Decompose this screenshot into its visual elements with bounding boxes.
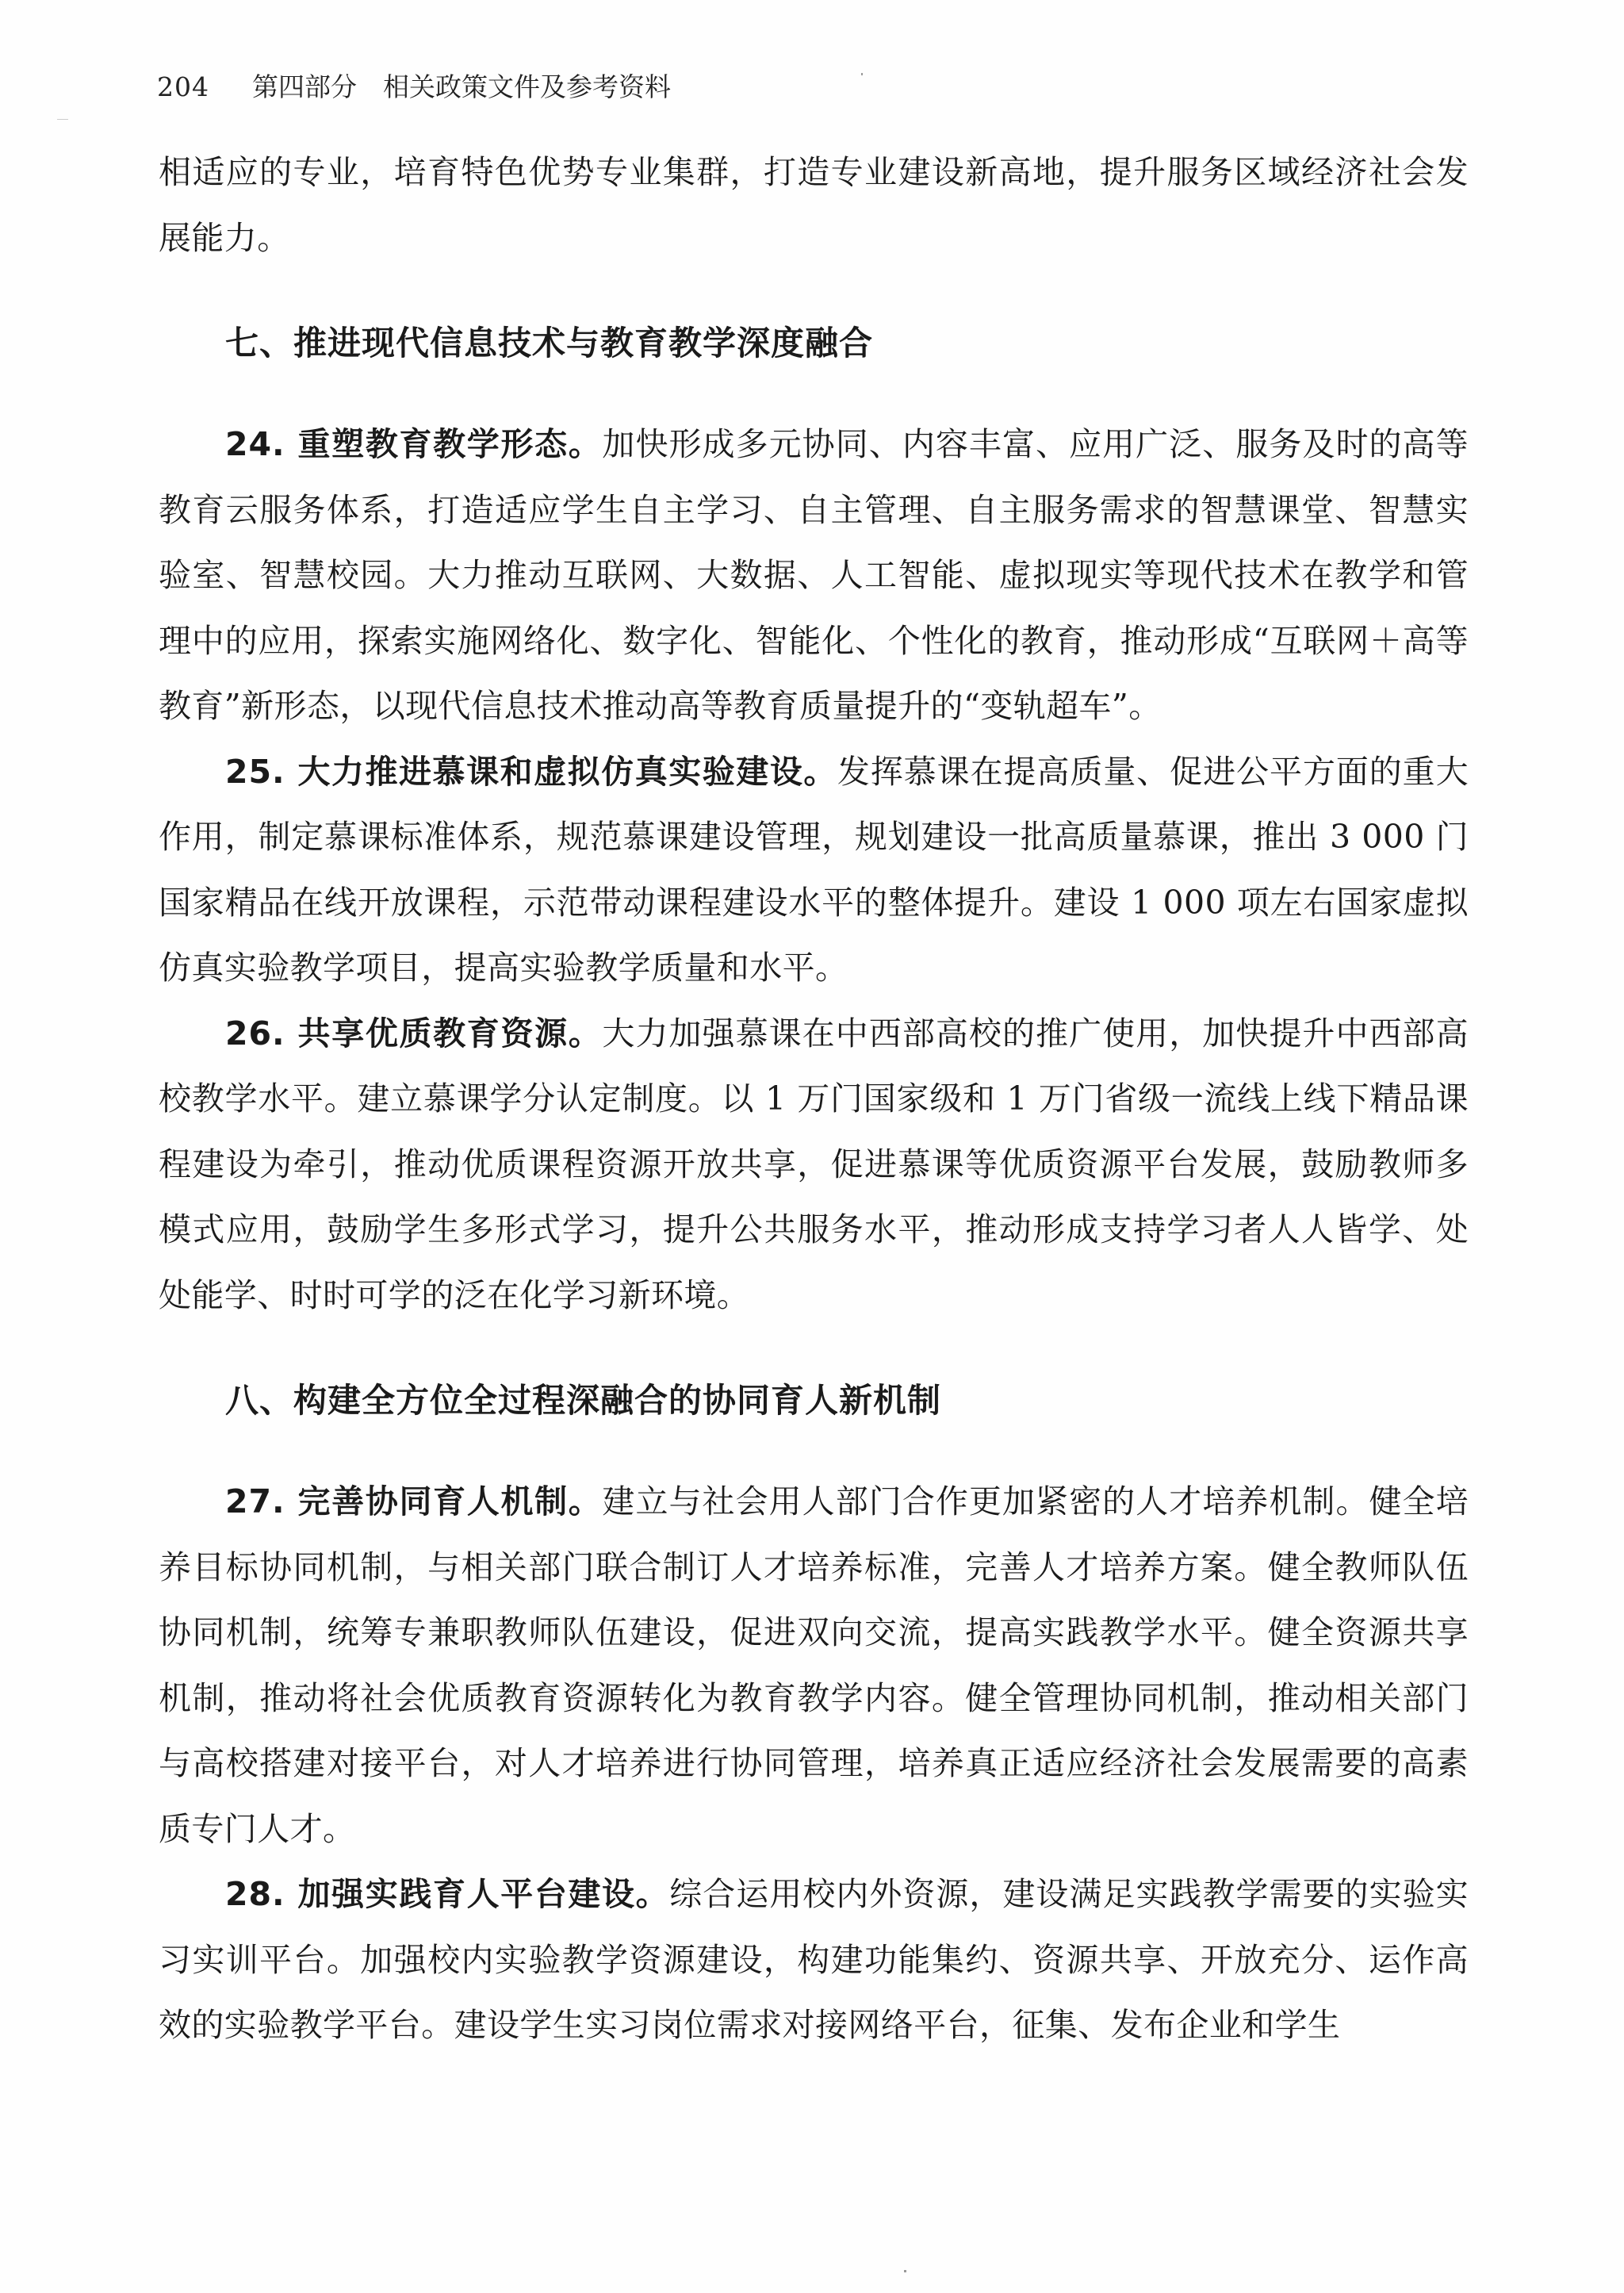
item-25-paragraph	[159, 739, 1469, 1001]
item-28-lead: 28. 加强实践育人平台建设。	[225, 1875, 670, 1913]
scan-speck	[57, 119, 68, 120]
scan-speck	[904, 2270, 906, 2272]
body-text	[159, 140, 1469, 2058]
section-8-heading: 八、构建全方位全过程深融合的协同育人新机制	[225, 1381, 942, 1420]
item-26-paragraph	[159, 1001, 1469, 1329]
item-28-text: 综合运用校内外资源，建设满足实践教学需要的实验实习实训平台。加强校内实验教学资源建设，构建功能集约、资源共享、开放充分、运作高效的实验教学平台。建设学生实习岗位需求对接网络平台，征集、发布企业和学生	[159, 1875, 1469, 2044]
section-7-heading: 七、推进现代信息技术与教育教学深度融合	[225, 324, 874, 362]
item-27-lead: 27. 完善协同育人机制。	[225, 1482, 603, 1520]
item-25-text: 发挥慕课在提高质量、促进公平方面的重大作用，制定慕课标准体系，规范慕课建设管理，规划建设一批高质量慕课，推出 3 000 门国家精品在线开放课程，示范带动课程建设水平的整体提升。建设 1 000 项左右国家虚拟仿真实验教学项目，提高实验教学质量和水平。	[159, 752, 1469, 987]
scan-speck	[861, 73, 863, 75]
item-28-paragraph	[159, 1862, 1469, 2058]
intro-paragraph: 相适应的专业，培育特色优势专业集群，打造专业建设新高地，提升服务区域经济社会发展能力。	[159, 153, 1469, 257]
part-title: 第四部分 相关政策文件及参考资料	[252, 71, 671, 102]
item-27-text: 建立与社会用人部门合作更加紧密的人才培养机制。健全培养目标协同机制，与相关部门联合制订人才培养标准，完善人才培养方案。健全教师队伍协同机制，统筹专兼职教师队伍建设，促进双向交流，提高实践教学水平。健全资源共享机制，推动将社会优质教育资源转化为教育教学内容。健全管理协同机制，推动相关部门与高校搭建对接平台，对人才培养进行协同管理，培养真正适应经济社会发展需要的高素质专门人才。	[159, 1482, 1469, 1848]
item-24-lead: 24. 重塑教育教学形态。	[225, 425, 603, 463]
item-26-text: 大力加强慕课在中西部高校的推广使用，加快提升中西部高校教学水平。建立慕课学分认定制度。以 1 万门国家级和 1 万门省级一流线上线下精品课程建设为牵引，推动优质课程资源开放共享，促进慕课等优质资源平台发展，鼓励教师多模式应用，鼓励学生多形式学习，提升公共服务水平，推动形成支持学习者人人皆学、处处能学、时时可学的泛在化学习新环境。	[159, 1014, 1469, 1314]
item-25-lead: 25. 大力推进慕课和虚拟仿真实验建设。	[225, 752, 837, 791]
item-24-paragraph	[159, 412, 1469, 739]
item-24-text: 加快形成多元协同、内容丰富、应用广泛、服务及时的高等教育云服务体系，打造适应学生自主学习、自主管理、自主服务需求的智慧课堂、智慧实验室、智慧校园。大力推动互联网、大数据、人工智能、虚拟现实等现代技术在教学和管理中的应用，探索实施网络化、数字化、智能化、个性化的教育，推动形成“互联网＋高等教育”新形态，以现代信息技术推动高等教育质量提升的“变轨超车”。	[159, 425, 1469, 725]
running-header	[157, 70, 671, 105]
page-number: 204	[157, 71, 209, 102]
item-27-paragraph	[159, 1469, 1469, 1862]
item-26-lead: 26. 共享优质教育资源。	[225, 1014, 603, 1053]
